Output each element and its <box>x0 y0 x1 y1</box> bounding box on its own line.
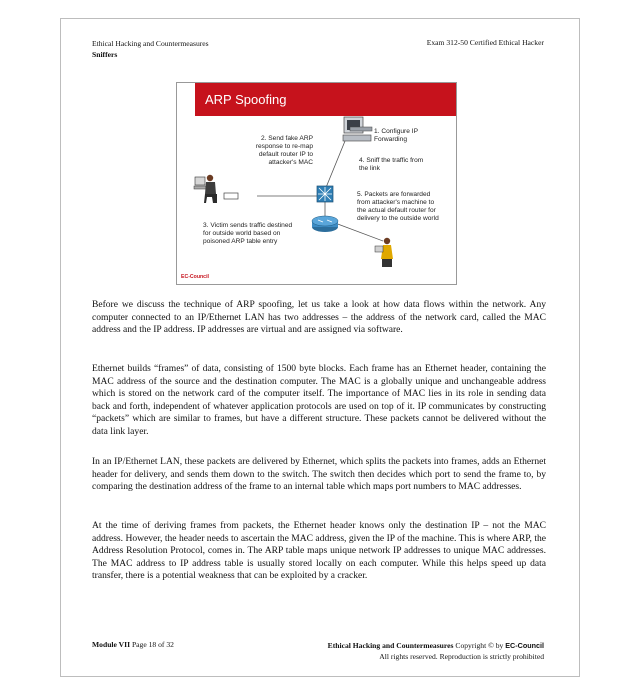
arp-spoofing-figure <box>176 82 457 285</box>
footer-rights: All rights reserved. Reproduction is strictly prohibited <box>379 652 544 661</box>
paragraph-4 <box>92 520 546 583</box>
label-sniff-traffic: 4. Sniff the traffic from the link <box>359 157 424 172</box>
footer-title: Ethical Hacking and Countermeasures <box>327 641 454 650</box>
paragraph-3 <box>92 456 546 494</box>
router-icon <box>312 216 338 232</box>
attacker-computer-icon <box>343 117 372 141</box>
paragraph-1 <box>92 299 546 337</box>
footer-page: Page 18 of 32 <box>131 640 174 649</box>
paragraph-4-text: At the time of deriving frames from packets, the Ethernet header knows only the destination IP – not the MAC address. However, the header needs to ascertain the MAC address, given the IP of the machine. This is where ARP, the Address Resolution Protocol, comes in. The ARP table maps unique network IP addresses to unique MAC addresses. The MAC address to IP address table is usually stored locally on each computer. While this helps speed up data transfer, there is a potential weakness that can be exploited by a cracker. <box>92 520 546 582</box>
paragraph-2-text: Ethernet builds “frames” of data, consisting of 1500 byte blocks. Each frame has an Ethernet header, containing the MAC address of the source and the destination computer. The MAC is a globally unique and unchangeable address which is stored on the network card of the computer itself. The importance of MAC lies in its role in sending data back and forth, independent of whatever application protocols are used on top of it. IP communicates by constructing “packets” which are similar to frames, but have a different structure. These packets cannot be delivered without the data link layer. <box>92 363 546 437</box>
footer-copyright: Copyright © by <box>455 641 504 650</box>
label-send-fake-arp: 2. Send fake ARP response to re-map default router IP to attacker's MAC <box>255 135 313 166</box>
paragraph-2 <box>92 363 546 439</box>
header-course-title: Ethical Hacking and Countermeasures <box>92 39 209 48</box>
figure-ec-council-logo: EC-Council <box>181 274 209 280</box>
internet-user-icon <box>375 238 393 267</box>
footer-right <box>328 640 544 662</box>
network-diagram <box>177 83 456 284</box>
paragraph-1-text: Before we discuss the technique of ARP spoofing, let us take a look at how data flows within the network. Any computer connected to an IP/Ethernet LAN has two addresses – the address of the network card, called the MAC address and the IP address. IP addresses are virtual and are assigned via software. <box>92 299 546 336</box>
cable-connector <box>224 193 238 199</box>
footer-left <box>92 640 174 649</box>
link-router-internet <box>335 223 383 241</box>
label-configure-forwarding: 1. Configure IP Forwarding <box>374 128 418 143</box>
paragraph-3-text: In an IP/Ethernet LAN, these packets are delivered by Ethernet, which splits the packets into frames, adds an Ethernet header for delivery, and sends them down to the switch. The switch then decides which port to send the frame to, by comparing the destination address of the frame to an internal table which maps port numbers to MAC addresses. <box>92 456 546 493</box>
label-victim-sends: 3. Victim sends traffic destined for outside world based on poisoned ARP table entry <box>203 222 293 245</box>
switch-icon <box>317 186 333 202</box>
figure-title: ARP Spoofing <box>205 92 287 107</box>
link-switch-attacker <box>325 141 345 190</box>
footer-module: Module VII <box>92 640 131 649</box>
header-section: Sniffers <box>92 50 118 59</box>
header-exam: Exam 312-50 Certified Ethical Hacker <box>426 38 544 47</box>
victim-user-icon <box>194 175 217 203</box>
footer-brand: EC-Council <box>505 641 544 650</box>
label-packets-forwarded: 5. Packets are forwarded from attacker's machine to the actual default router for delivery to the outside world <box>357 191 439 222</box>
running-header <box>92 38 209 60</box>
